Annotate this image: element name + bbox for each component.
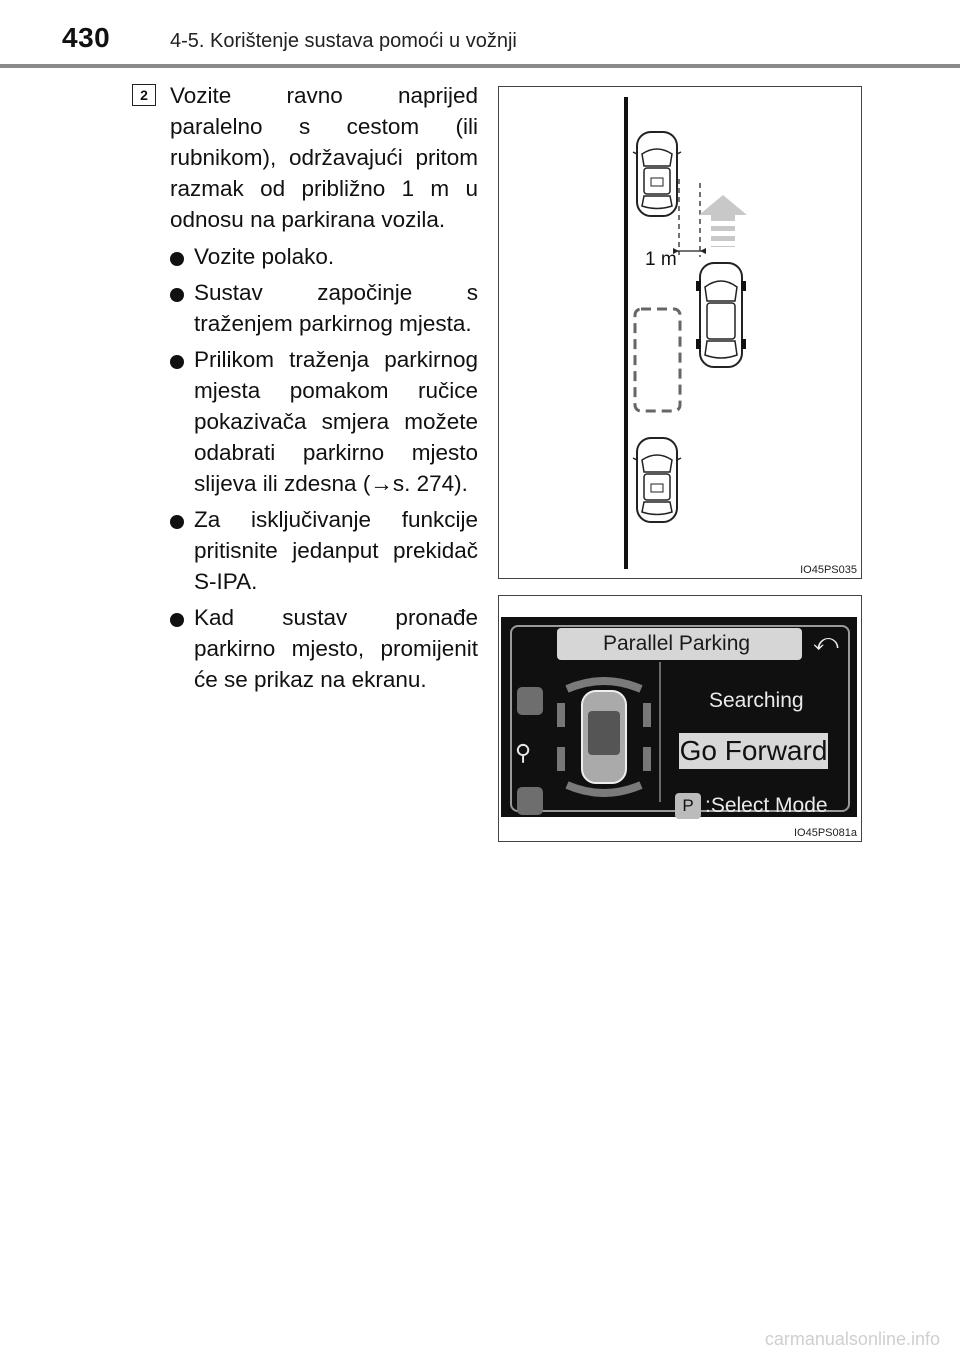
bullet-list bbox=[170, 241, 478, 695]
status-text: Searching bbox=[709, 689, 804, 712]
section-title: 4-5. Korištenje sustava pomoći u vožnji bbox=[170, 30, 517, 52]
bullet-icon bbox=[170, 515, 184, 529]
bullet-text: Kad sustav pronađe parkirno mjesto, promijenit će se prikaz na ekranu. bbox=[194, 605, 478, 692]
bullet-item bbox=[170, 504, 478, 597]
parked-car-icon bbox=[633, 132, 681, 216]
parking-space-outline bbox=[635, 309, 680, 411]
step-badge: 2 bbox=[132, 84, 156, 106]
distance-label: 1 m bbox=[645, 249, 677, 270]
bullet-item bbox=[170, 241, 478, 272]
parking-diagram bbox=[499, 87, 861, 578]
multi-information-display bbox=[501, 617, 857, 817]
search-icon: ⚲ bbox=[515, 740, 532, 765]
select-mode-hint bbox=[675, 791, 828, 821]
instruction-text bbox=[170, 80, 478, 700]
bullet-icon bbox=[170, 355, 184, 369]
figure-code: IO45PS081a bbox=[794, 827, 857, 839]
bullet-item bbox=[170, 344, 478, 499]
display-screen-figure bbox=[498, 595, 862, 842]
bullet-text: Prilikom traženja parkirnog mjesta pomakom ručice pokazivača smjera možete odabrati parkirno mjesto slijeva ili zdesna (→s. 274). bbox=[194, 347, 478, 496]
intro-paragraph: Vozite ravno naprijed paralelno s cestom (ili rubnikom), održavajući pritom razmak od približno 1 m u odnosu na parkirana vozila. bbox=[170, 83, 478, 232]
bullet-text: Za isključivanje funkcije pritisnite jedanput prekidač S-IPA. bbox=[194, 507, 478, 594]
bullet-item bbox=[170, 602, 478, 695]
header-rule bbox=[0, 64, 960, 68]
display-divider bbox=[659, 662, 661, 802]
sensor-car-icon bbox=[549, 677, 659, 797]
parked-car-icon bbox=[633, 438, 681, 522]
page-number: 430 bbox=[62, 22, 111, 53]
bullet-text: Vozite polako. bbox=[194, 244, 335, 269]
figure-code: IO45PS035 bbox=[800, 564, 857, 576]
bullet-text: Sustav započinje s traženjem parkirnog mjesta. bbox=[194, 280, 478, 336]
side-tab bbox=[517, 787, 543, 815]
side-tab bbox=[517, 687, 543, 715]
parking-illustration bbox=[498, 86, 862, 579]
screen-title: Parallel Parking bbox=[557, 628, 802, 660]
bullet-icon bbox=[170, 252, 184, 266]
moving-car-icon bbox=[696, 263, 746, 367]
bullet-item bbox=[170, 277, 478, 339]
watermark: carmanualsonline.info bbox=[764, 1329, 940, 1349]
bullet-icon bbox=[170, 613, 184, 627]
back-icon: ⤺ bbox=[813, 629, 839, 656]
select-mode-label: :Select Mode bbox=[705, 794, 828, 817]
parking-switch-icon: P bbox=[675, 793, 701, 819]
page-header bbox=[0, 0, 960, 68]
action-prompt: Go Forward bbox=[679, 733, 828, 769]
forward-arrow-icon bbox=[699, 195, 747, 247]
bullet-icon bbox=[170, 288, 184, 302]
